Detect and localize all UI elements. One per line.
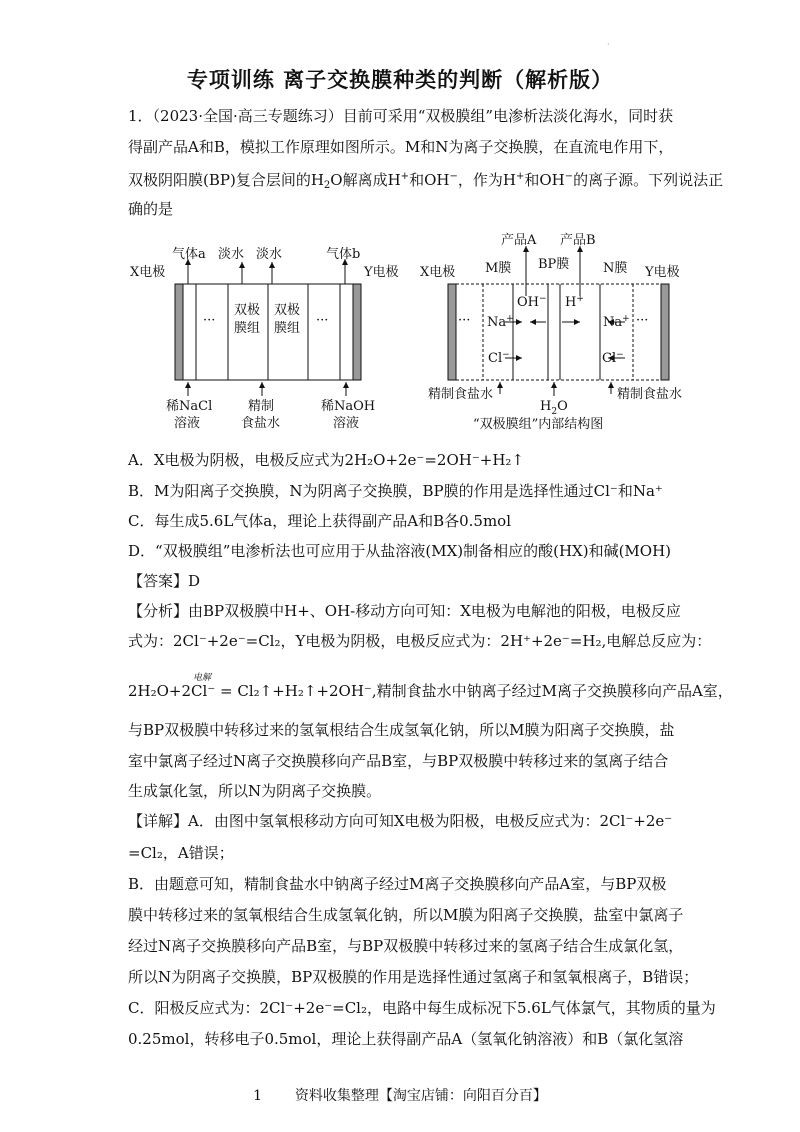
nacl-label: 稀NaCl (166, 399, 213, 414)
hydrogen-ion: H+ (565, 294, 584, 310)
water-label: $H_2O$ (540, 399, 568, 417)
refined-brine-label: 精制 (248, 399, 275, 414)
n-membrane-label: N膜 (603, 261, 628, 276)
nacl-label: 溶液 (174, 416, 201, 431)
fresh-water-label: 淡水 (256, 247, 283, 262)
electrodialysis-figure (128, 228, 698, 438)
page-number: 1 (253, 1088, 262, 1104)
analysis-line-5: 室中氯离子经过N离子交换膜移向产品B室，与BP双极膜中转移过来的氢离子结合 (128, 752, 669, 770)
y-electrode-label: Y电极 (645, 265, 680, 280)
x-electrode-plate (175, 284, 183, 380)
sodium-ion: Na+ (487, 314, 514, 330)
detail-line-8: 0.25mol，转移电子0.5mol，理论上获得副产品A（氢氧化钠溶液）和B（氯化氢溶 (128, 1030, 684, 1048)
page-footer (0, 1085, 800, 1105)
dots: ··· (316, 313, 329, 328)
figure-caption: “双极膜组”内部结构图 (473, 417, 604, 432)
x-electrode-label: X电极 (420, 265, 456, 280)
bipolar-label: 膜组 (274, 321, 301, 336)
analysis-line-6: 生成氯化氢，所以N为阴离子交换膜。 (128, 782, 382, 800)
option-a: A．X电极为阴极，电极反应式为2H₂O+2e⁻=2OH⁻+H₂↑ (128, 451, 524, 469)
question-line-1: 1．（2023·全国·高三专题练习）目前可采用“双极膜组”电渗析法淡化海水，同时获 (128, 107, 674, 125)
page-title: 专项训练 离子交换膜种类的判断（解析版） (186, 68, 614, 92)
product-b-label: 产品B (560, 233, 596, 248)
y-electrode-plate (661, 284, 669, 380)
detail-line-5: 经过N离子交换膜移向产品B室，与BP双极膜中转移过来的氢离子结合生成氯化氢， (128, 937, 684, 955)
question-line-3: 双极阴阳膜(BP)复合层间的$H_2O$解离成H+和OH−，作为H+和OH−的离子源。下列说法正 (128, 171, 724, 191)
chloride-ion: Cl− (488, 350, 510, 366)
bipolar-label: 双极 (234, 303, 261, 318)
refined-brine-label: 食盐水 (241, 416, 281, 431)
analysis-line-2: 式为：2Cl⁻+2e⁻=Cl₂，Y电极为阴极，电极反应式为：2H⁺+2e⁻=H₂,电解总反应为： (128, 632, 712, 650)
fresh-water-label: 淡水 (218, 247, 245, 262)
answer-line: 【答案】D (128, 572, 201, 590)
bipolar-label: 双极 (274, 303, 301, 318)
bipolar-label: 膜组 (234, 321, 261, 336)
hydroxide-ion: OH− (517, 294, 547, 310)
dots: ··· (203, 313, 216, 328)
option-c: C．每生成5.6L气体a，理论上获得副产品A和B各0.5mol (128, 512, 511, 530)
m-membrane-label: M膜 (485, 261, 512, 276)
footer-source: 资料收集整理【淘宝店铺：向阳百分百】 (294, 1088, 547, 1104)
refined-brine-right: 精制食盐水 (617, 387, 683, 402)
detail-line-3: B．由题意可知，精制食盐水中钠离子经过M离子交换膜移向产品A室，与BP双极 (128, 875, 667, 893)
option-d: D．“双极膜组”电渗析法也可应用于从盐溶液(MX)制备相应的酸(HX)和碱(MOH) (128, 542, 672, 560)
chloride-ion: Cl− (602, 350, 624, 366)
bp-membrane-label: BP膜 (538, 257, 570, 272)
dots: ··· (458, 313, 471, 328)
y-electrode-label: Y电极 (364, 265, 399, 280)
corner-mark: · (607, 40, 610, 49)
detail-line-7: C．阳极反应式为：2Cl⁻+2e⁻=Cl₂，电路中每生成标况下5.6L气体氯气，其物质的量为 (128, 999, 716, 1017)
option-b: B．M为阳离子交换膜，N为阴离子交换膜，BP膜的作用是选择性通过Cl⁻和Na⁺ (128, 482, 663, 500)
y-electrode-plate (353, 284, 361, 380)
question-line-4: 确的是 (128, 200, 174, 218)
naoh-label: 稀NaOH (321, 399, 376, 414)
refined-brine-left: 精制食盐水 (428, 387, 494, 402)
detail-line-2: =Cl₂，A错误； (128, 844, 234, 862)
detail-line-1: 【详解】A．由图中氢氧根移动方向可知X电极为阳极，电极反应式为：2Cl⁻+2e⁻ (128, 812, 673, 830)
analysis-line-1: 【分析】由BP双极膜中H+、OH-移动方向可知：X电极为电解池的阳极，电极反应 (128, 602, 681, 620)
product-a-label: 产品A (501, 233, 537, 248)
electrolysis-condition: 电解 (193, 673, 212, 683)
gas-b-label: 气体b (326, 247, 361, 262)
x-electrode-plate (448, 284, 456, 380)
sodium-ion: Na+ (603, 314, 630, 330)
analysis-line-4: 与BP双极膜中转移过来的氢氧根结合生成氢氧化钠，所以M膜为阳离子交换膜，盐 (128, 721, 675, 739)
analysis-line-3: 2H₂O+2Cl⁻ = Cl₂↑+H₂↑+2OH⁻,精制食盐水中钠离子经过M离子交换膜移向产品A室， (128, 682, 733, 700)
naoh-label: 溶液 (333, 416, 360, 431)
gas-a-label: 气体a (172, 247, 206, 262)
right-diagram (420, 232, 682, 432)
detail-line-6: 所以N为阴离子交换膜，BP双极膜的作用是选择性通过氢离子和氢氧根离子，B错误； (128, 968, 699, 986)
detail-line-4: 膜中转移过来的氢氧根结合生成氢氧化钠，所以M膜为阳离子交换膜，盐室中氯离子 (128, 906, 684, 924)
question-line-2: 得副产品A和B，模拟工作原理如图所示。M和N为离子交换膜，在直流电作用下， (128, 138, 674, 156)
dots: ··· (636, 313, 649, 328)
left-diagram (130, 246, 399, 431)
x-electrode-label: X电极 (130, 265, 166, 280)
